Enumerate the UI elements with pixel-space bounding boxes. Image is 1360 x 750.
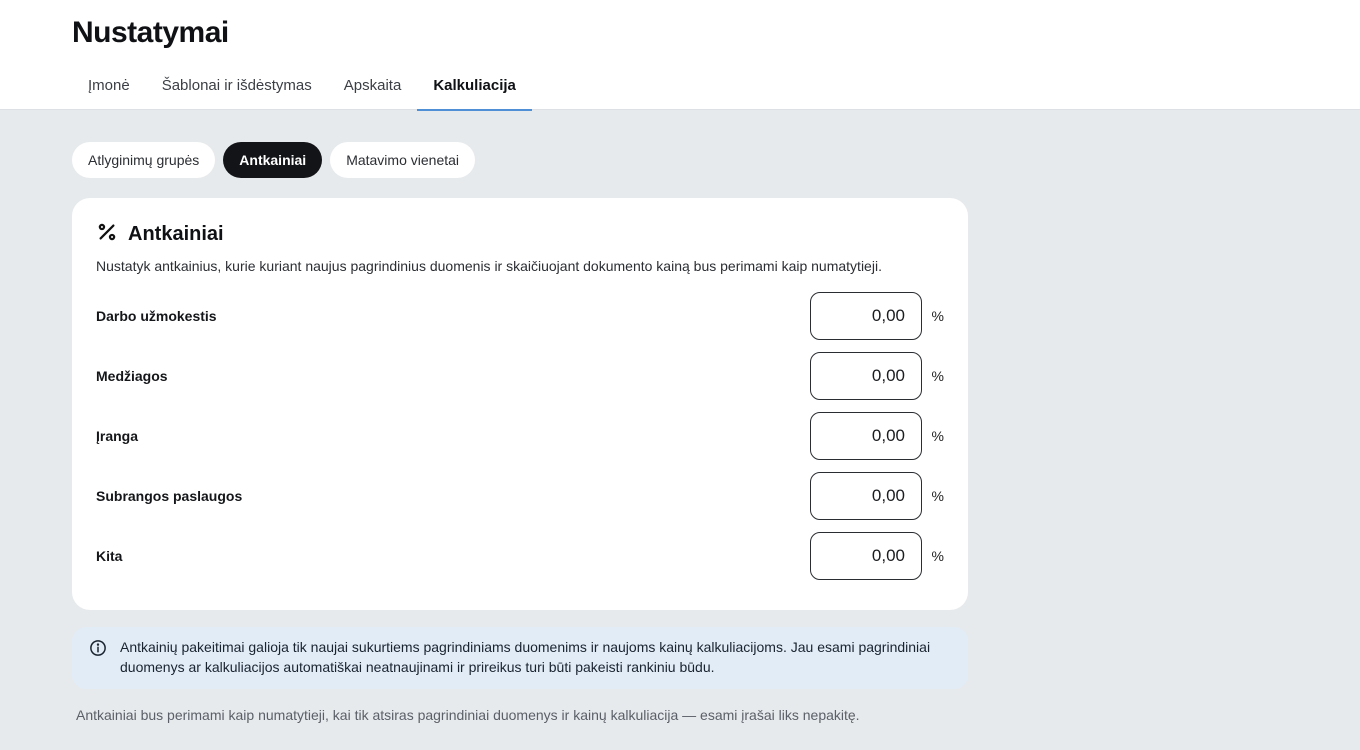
- settings-header: [0, 0, 1360, 110]
- markup-row-darbo-uzmokestis: [96, 286, 944, 346]
- markup-label: Kita: [96, 548, 123, 564]
- markup-label: Darbo užmokestis: [96, 308, 217, 324]
- markup-label: Medžiagos: [96, 368, 168, 384]
- subtab-matavimo-vienetai[interactable]: Matavimo vienetai: [330, 142, 475, 178]
- page-title: Nustatymai: [72, 16, 229, 49]
- percent-unit: %: [931, 368, 944, 384]
- percent-unit: %: [931, 428, 944, 444]
- markup-kita-input[interactable]: [810, 532, 922, 580]
- markup-row-medziagos: [96, 346, 944, 406]
- tab-kalkuliacija[interactable]: Kalkuliacija: [417, 68, 532, 110]
- markup-rows: [96, 286, 944, 586]
- markup-row-subrangos: [96, 466, 944, 526]
- markup-darbo-uzmokestis-input[interactable]: [810, 292, 922, 340]
- percent-unit: %: [931, 548, 944, 564]
- subtab-atlyginimu-grupes[interactable]: Atlyginimų grupės: [72, 142, 215, 178]
- tab-apskaita[interactable]: Apskaita: [343, 77, 402, 94]
- subtab-pills: [72, 142, 475, 178]
- markup-row-iranga: [96, 406, 944, 466]
- info-banner: [72, 627, 968, 689]
- markup-iranga-input[interactable]: [810, 412, 922, 460]
- percent-icon: [96, 221, 118, 248]
- card-description: Nustatyk antkainius, kurie kuriant naujus pagrindinius duomenis ir skaičiuojant dokumento kainą bus perimami kaip numatytieji.: [96, 258, 882, 274]
- card-title: Antkainiai: [128, 222, 224, 245]
- info-text: Antkainių pakeitimai galioja tik naujai sukurtiems pagrindiniams duomenims ir naujoms kainų kalkuliacijoms. Jau esami pagrindiniai duomenys ar kalkuliacijos automatiškai neatnaujinami ir prireikus turi būti pakeisti rankiniu būdu.: [120, 639, 931, 675]
- markups-card: [72, 198, 968, 610]
- markup-medziagos-input[interactable]: [810, 352, 922, 400]
- percent-unit: %: [931, 488, 944, 504]
- card-header: [96, 220, 944, 248]
- tab-imone[interactable]: Įmonė: [88, 77, 130, 94]
- markup-row-kita: [96, 526, 944, 586]
- markup-label: Įranga: [96, 428, 139, 444]
- markup-subrangos-input[interactable]: [810, 472, 922, 520]
- percent-unit: %: [931, 308, 944, 324]
- markup-label: Subrangos paslaugos: [96, 488, 243, 504]
- tab-sablonai[interactable]: Šablonai ir išdėstymas: [161, 77, 312, 94]
- subtab-antkainiai[interactable]: Antkainiai: [223, 142, 322, 178]
- settings-tabs: [72, 68, 532, 110]
- footer-note: Antkainiai bus perimami kaip numatytieji, kai tik atsiras pagrindiniai duomenys ir kainų kalkuliacija — esami įrašai liks nepakitę.: [76, 707, 860, 723]
